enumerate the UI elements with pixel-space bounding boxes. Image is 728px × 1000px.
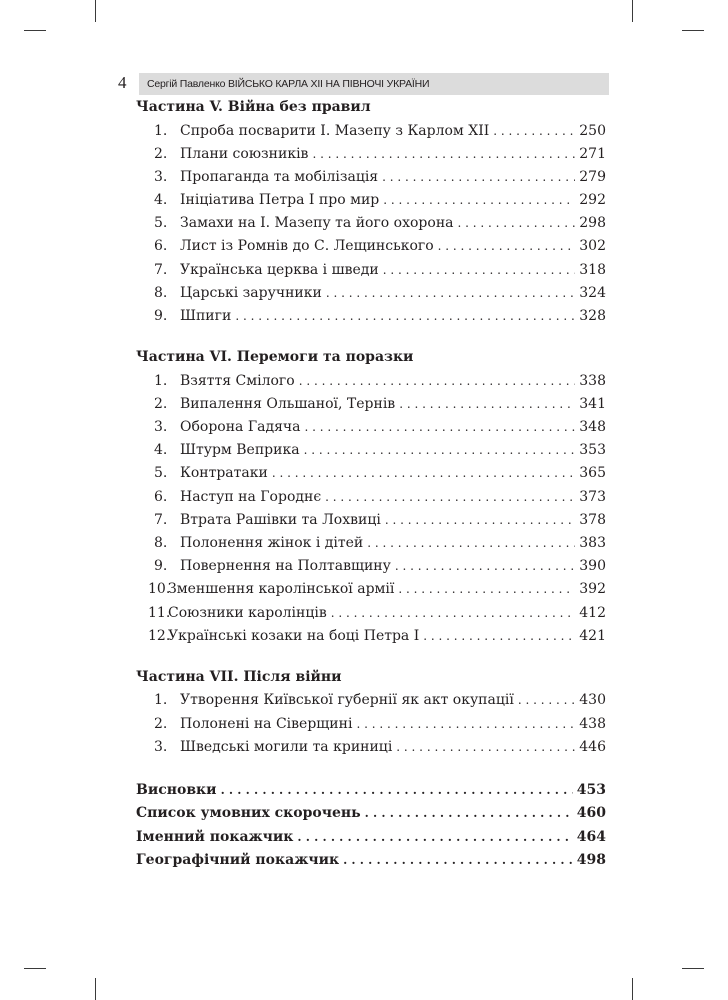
entry-page: 271	[579, 145, 606, 162]
toc-entry[interactable]	[136, 802, 606, 825]
dot-leader	[398, 578, 575, 601]
entry-page: 460	[576, 805, 606, 822]
entry-page: 341	[579, 395, 606, 412]
entry-title: Оборона Гадяча	[180, 419, 301, 436]
entry-number: 7.	[154, 511, 168, 528]
dot-leader	[423, 625, 575, 648]
toc-entry[interactable]	[136, 305, 606, 328]
toc-entry[interactable]	[136, 689, 606, 712]
entry-page: 383	[579, 535, 606, 551]
entry-page: 421	[579, 627, 606, 644]
entry-title: Шпиги	[180, 308, 232, 324]
dot-leader	[493, 120, 575, 143]
entry-page: 390	[579, 558, 606, 575]
dot-leader	[299, 370, 576, 393]
crop-mark	[632, 0, 633, 22]
entry-title: Наступ на Городнє	[180, 488, 322, 505]
toc-back-matter	[136, 779, 606, 872]
toc-part	[136, 346, 606, 648]
dot-leader	[297, 826, 572, 849]
dot-leader	[365, 802, 573, 825]
entry-page: 453	[576, 782, 606, 798]
dot-leader	[312, 143, 575, 166]
entry-title: Полонення жінок і дітей	[180, 535, 364, 551]
entry-title: Шведські могили та криниці	[180, 738, 393, 755]
toc-entry[interactable]	[136, 736, 606, 759]
entry-number: 2.	[154, 395, 168, 412]
entry-number: 4.	[154, 192, 168, 209]
toc-entry[interactable]	[136, 462, 606, 485]
entry-page: 430	[579, 692, 606, 709]
entry-title: Царські заручники	[180, 284, 322, 301]
entry-page: 353	[579, 442, 606, 459]
toc-entry[interactable]	[136, 259, 606, 282]
dot-leader	[235, 305, 575, 328]
entry-number: 7.	[154, 261, 168, 278]
entry-title: Взяття Смілого	[180, 372, 295, 389]
entry-number: 1.	[154, 692, 168, 709]
entry-number: 2.	[154, 145, 168, 162]
entry-title: Штурм Веприка	[180, 442, 300, 459]
entry-number: 8.	[154, 284, 168, 301]
crop-mark	[682, 968, 704, 969]
entry-title: Географічний покажчик	[136, 851, 340, 868]
dot-leader	[399, 393, 575, 416]
entry-page: 298	[579, 215, 606, 232]
dot-leader	[304, 439, 576, 462]
entry-page: 365	[579, 465, 606, 482]
dot-leader	[343, 849, 573, 872]
toc-entry[interactable]	[136, 166, 606, 189]
entry-title: Ініціатива Петра I про мир	[180, 192, 380, 209]
running-head: Сергій Павленко ВІЙСЬКО КАРЛА XII НА ПІВНОЧІ УКРАЇНИ	[147, 78, 430, 90]
entry-page: 324	[579, 284, 606, 301]
entry-page: 338	[579, 372, 606, 389]
entry-page: 292	[579, 192, 606, 209]
crop-mark	[682, 30, 704, 31]
toc-entry[interactable]	[136, 486, 606, 509]
entry-page: 279	[579, 168, 606, 185]
dot-leader	[385, 509, 575, 532]
entry-page: 378	[579, 511, 606, 528]
entry-page: 498	[576, 851, 606, 868]
crop-mark	[632, 978, 633, 1000]
entry-title: Утворення Київської губернії як акт окупації	[180, 692, 514, 709]
entry-number: 5.	[154, 465, 168, 482]
entry-number: 1.	[154, 372, 168, 389]
entry-title: Повернення на Полтавщину	[180, 558, 391, 575]
toc-entry[interactable]	[136, 120, 606, 143]
page-number: 4	[118, 73, 127, 92]
dot-leader	[272, 462, 575, 485]
dot-leader	[383, 259, 576, 282]
toc-entry[interactable]	[136, 555, 606, 578]
dot-leader	[367, 532, 575, 555]
dot-leader	[326, 282, 575, 305]
entry-title: Контратаки	[180, 465, 268, 482]
entry-page: 318	[579, 261, 606, 278]
dot-leader	[438, 235, 576, 258]
toc-entry[interactable]	[136, 713, 606, 736]
entry-title: Втрата Рашівки та Лохвиці	[180, 511, 381, 528]
toc-entry[interactable]	[136, 235, 606, 258]
entry-number: 1.	[154, 122, 168, 139]
toc-entry[interactable]	[136, 393, 606, 416]
entry-page: 250	[579, 122, 606, 139]
toc-entry[interactable]	[136, 416, 606, 439]
crop-mark	[95, 978, 96, 1000]
entry-number: 10.	[148, 581, 171, 598]
entry-title: Плани союзників	[180, 145, 309, 162]
entry-page: 373	[579, 488, 606, 505]
toc-entry[interactable]	[136, 189, 606, 212]
toc-entry[interactable]	[136, 625, 606, 648]
entry-page: 412	[579, 604, 606, 621]
toc-entry[interactable]	[136, 509, 606, 532]
toc-entry[interactable]	[136, 849, 606, 872]
part-title: Частина V. Війна без правил	[136, 99, 371, 115]
entry-number: 6.	[154, 238, 168, 255]
dot-leader	[221, 779, 573, 802]
dot-leader	[383, 189, 575, 212]
dot-leader	[325, 486, 575, 509]
entry-number: 9.	[154, 558, 168, 575]
entry-number: 3.	[154, 419, 168, 436]
entry-number: 9.	[154, 308, 168, 324]
part-title: Частина VII. Після війни	[136, 668, 342, 685]
entry-page: 392	[579, 581, 606, 598]
entry-title: Полонені на Сіверщині	[180, 715, 353, 732]
entry-number: 11.	[148, 604, 171, 621]
table-of-contents	[136, 96, 606, 872]
entry-title: Замахи на І. Мазепу та його охорона	[180, 215, 454, 232]
entry-title: Іменний покажчик	[136, 828, 294, 845]
entry-number: 4.	[154, 442, 168, 459]
toc-part	[136, 666, 606, 759]
entry-title: Українська церква і шведи	[180, 261, 379, 278]
entry-title: Випалення Ольшаної, Тернів	[180, 395, 396, 412]
dot-leader	[458, 212, 576, 235]
toc-entry[interactable]	[136, 578, 606, 601]
toc-part	[136, 96, 606, 328]
entry-number: 3.	[154, 168, 168, 185]
entry-page: 446	[579, 738, 606, 755]
entry-page: 464	[576, 828, 606, 845]
toc-entry[interactable]	[136, 439, 606, 462]
entry-number: 5.	[154, 215, 168, 232]
entry-page: 348	[579, 419, 606, 436]
entry-page: 328	[579, 308, 606, 324]
dot-leader	[382, 166, 575, 189]
part-title: Частина VI. Перемоги та поразки	[136, 349, 414, 366]
toc-entry[interactable]	[136, 532, 606, 555]
toc-entry[interactable]	[136, 826, 606, 849]
entry-title: Висновки	[136, 782, 217, 798]
toc-entry[interactable]	[136, 602, 606, 625]
dot-leader	[356, 713, 575, 736]
toc-entry[interactable]	[136, 779, 606, 802]
entry-number: 6.	[154, 488, 168, 505]
entry-title: Зменшення каролінської армії	[168, 581, 395, 598]
crop-mark	[24, 30, 46, 31]
entry-title: Українські козаки на боці Петра I	[168, 627, 420, 644]
entry-number: 8.	[154, 535, 168, 551]
entry-title: Лист із Ромнів до С. Лещинського	[180, 238, 434, 255]
entry-number: 2.	[154, 715, 168, 732]
crop-mark	[95, 0, 96, 22]
toc-entry[interactable]	[136, 212, 606, 235]
dot-leader	[396, 736, 575, 759]
dot-leader	[331, 602, 576, 625]
entry-page: 438	[579, 715, 606, 732]
entry-number: 12.	[148, 627, 171, 644]
dot-leader	[305, 416, 576, 439]
entry-title: Список умовних скорочень	[136, 805, 361, 822]
entry-number: 3.	[154, 738, 168, 755]
dot-leader	[518, 689, 575, 712]
toc-entry[interactable]	[136, 370, 606, 393]
entry-title: Пропаганда та мобілізація	[180, 168, 379, 185]
dot-leader	[395, 555, 575, 578]
entry-title: Союзники каролінців	[168, 604, 327, 621]
toc-entry[interactable]	[136, 282, 606, 305]
entry-title: Спроба посварити І. Мазепу з Карлом XII	[180, 122, 490, 139]
toc-entry[interactable]	[136, 143, 606, 166]
entry-page: 302	[579, 238, 606, 255]
crop-mark	[24, 968, 46, 969]
